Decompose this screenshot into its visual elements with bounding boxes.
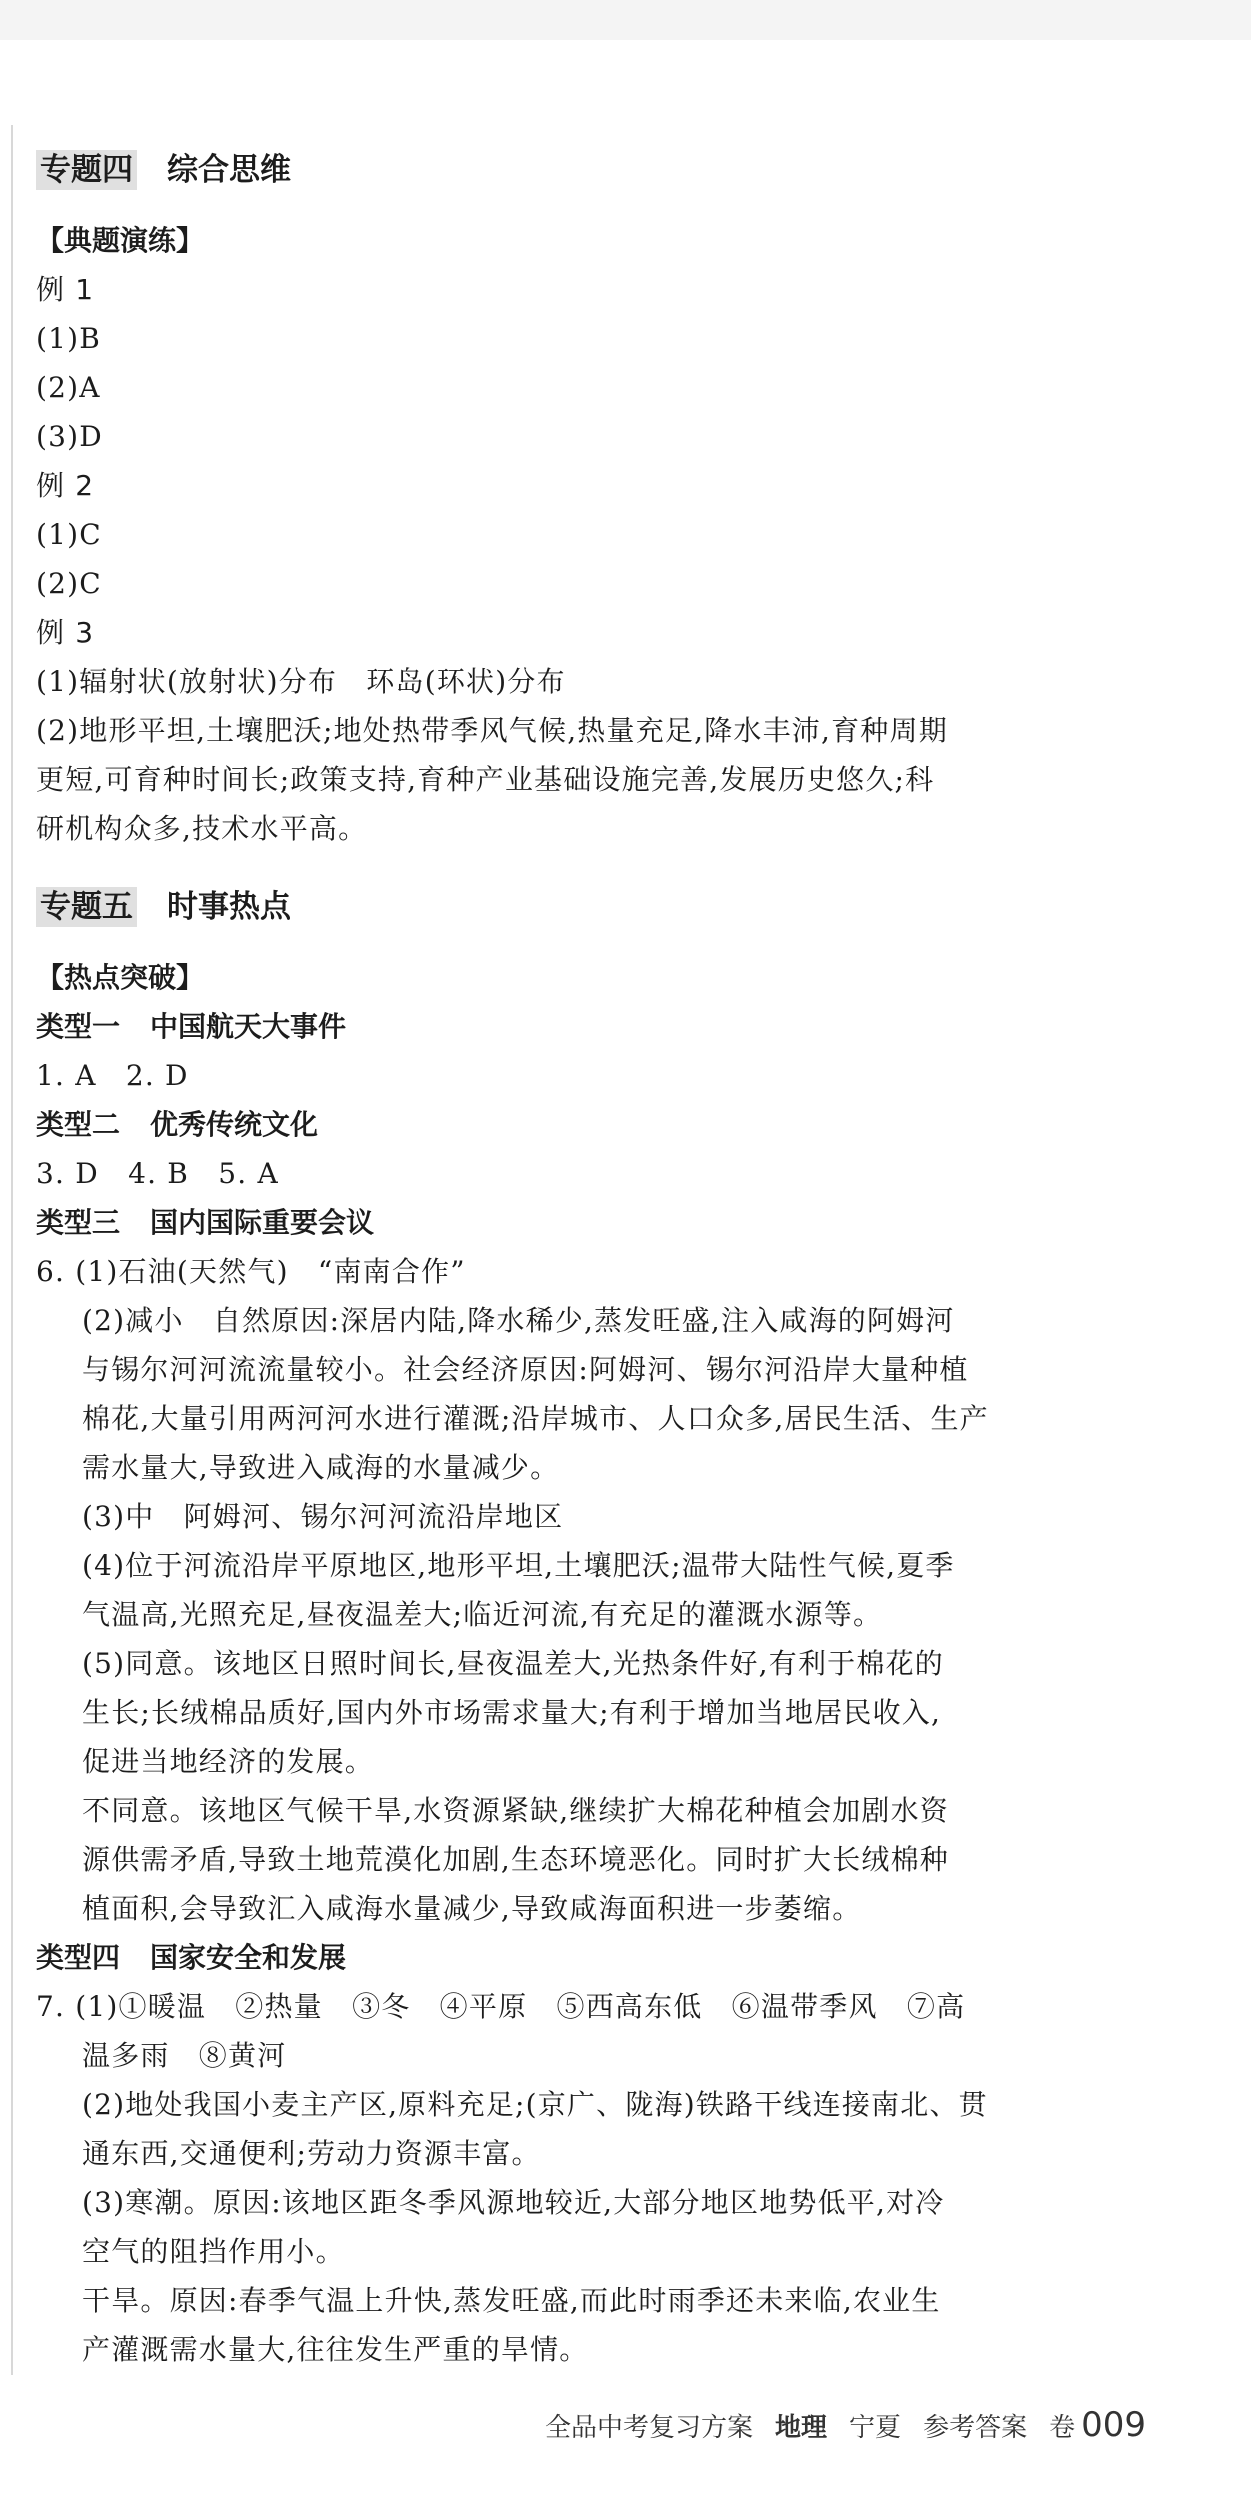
margin-rule (11, 125, 13, 2375)
type-heading (36, 1100, 1211, 1149)
answer-line: 生长;长绒棉品质好,国内外市场需求量大;有利于增加当地居民收入, (82, 1696, 942, 1729)
section-heading (36, 146, 1211, 194)
section-heading (36, 883, 1211, 931)
answer-line: 空气的阻挡作用小。 (82, 2235, 345, 2268)
answer-line: (1)辐射状(放射状)分布 环岛(环状)分布 (36, 665, 566, 698)
answer-line: 例 2 (36, 469, 95, 502)
answer-line: 与锡尔河河流流量较小。社会经济原因:阿姆河、锡尔河沿岸大量种植 (82, 1353, 969, 1386)
answer-line: (5)同意。该地区日照时间长,昼夜温差大,光热条件好,有利于棉花的 (82, 1647, 944, 1680)
answer-line: (3)寒潮。原因:该地区距冬季风源地较近,大部分地区地势低平,对冷 (82, 2186, 945, 2219)
answer-line: (3)中 阿姆河、锡尔河河流沿岸地区 (82, 1500, 564, 1533)
content (36, 146, 1211, 2374)
answer-line: 需水量大,导致进入咸海的水量减少。 (82, 1451, 560, 1484)
answer-line: (2)C (36, 567, 102, 600)
answer-line: 通东西,交通便利;劳动力资源丰富。 (82, 2137, 541, 2170)
answer-line: 例 3 (36, 616, 95, 649)
section-title: 综合思维 (167, 152, 291, 188)
section-tag: 专题四 (36, 150, 137, 190)
answer-line: 例 1 (36, 273, 95, 306)
type-label: 类型一 (36, 1010, 121, 1043)
answer-line: 3. D 4. B 5. A (36, 1157, 279, 1190)
answer-line: 促进当地经济的发展。 (82, 1745, 375, 1778)
answer-line: 不同意。该地区气候干旱,水资源紧缺,继续扩大棉花种植会加剧水资 (82, 1794, 950, 1827)
answer-line: 研机构众多,技术水平高。 (36, 812, 368, 845)
type-heading (36, 1002, 1211, 1051)
answer-line: 6. (1)石油(天然气) “南南合作” (36, 1255, 466, 1288)
type-title: 优秀传统文化 (150, 1108, 319, 1141)
type-title: 国内国际重要会议 (150, 1206, 375, 1239)
answer-line: 植面积,会导致汇入咸海水量减少,导致咸海面积进一步萎缩。 (82, 1892, 862, 1925)
answer-line: 干旱。原因:春季气温上升快,蒸发旺盛,而此时雨季还未来临,农业生 (82, 2284, 941, 2317)
subheading: 【典题演练】 (36, 224, 205, 257)
page-number: 009 (1081, 2405, 1146, 2445)
answer-line: (2)A (36, 371, 101, 404)
footer-series: 全品中考复习方案 (545, 2413, 754, 2443)
answer-line: 1. A 2. D (36, 1059, 189, 1092)
answer-line: (2)地处我国小麦主产区,原料充足;(京广、陇海)铁路干线连接南北、贯 (82, 2088, 988, 2121)
answer-line: 更短,可育种时间长;政策支持,育种产业基础设施完善,发展历史悠久;科 (36, 763, 935, 796)
answer-line: 产灌溉需水量大,往往发生严重的旱情。 (82, 2333, 589, 2366)
section-tag: 专题五 (36, 887, 137, 927)
answer-line: (1)C (36, 518, 102, 551)
answer-line: (3)D (36, 420, 103, 453)
type-title: 中国航天大事件 (150, 1010, 347, 1043)
type-title: 国家安全和发展 (150, 1941, 347, 1974)
answer-line: (2)减小 自然原因:深居内陆,降水稀少,蒸发旺盛,注入咸海的阿姆河 (82, 1304, 955, 1337)
footer-subject: 地理 (775, 2413, 828, 2443)
answer-line: 棉花,大量引用两河河水进行灌溉;沿岸城市、人口众多,居民生活、生产 (82, 1402, 989, 1435)
footer-answers: 参考答案 (923, 2413, 1028, 2443)
answer-line: 温多雨 ⑧黄河 (82, 2039, 287, 2072)
type-heading (36, 1198, 1211, 1247)
answer-line: 气温高,光照充足,昼夜温差大;临近河流,有充足的灌溉水源等。 (82, 1598, 883, 1631)
type-label: 类型二 (36, 1108, 121, 1141)
answer-line: (1)B (36, 322, 102, 355)
subheading: 【热点突破】 (36, 961, 205, 994)
footer-volume: 卷 (1049, 2413, 1076, 2443)
answer-line: 7. (1)①暖温 ②热量 ③冬 ④平原 ⑤西高东低 ⑥温带季风 ⑦高 (36, 1990, 966, 2023)
type-heading (36, 1933, 1211, 1982)
answer-line: (2)地形平坦,土壤肥沃;地处热带季风气候,热量充足,降水丰沛,育种周期 (36, 714, 948, 747)
top-band (0, 0, 1251, 40)
type-label: 类型四 (36, 1941, 121, 1974)
type-label: 类型三 (36, 1206, 121, 1239)
page-footer (523, 2405, 1146, 2445)
section-title: 时事热点 (167, 889, 291, 925)
answer-line: (4)位于河流沿岸平原地区,地形平坦,土壤肥沃;温带大陆性气候,夏季 (82, 1549, 955, 1582)
footer-region: 宁夏 (849, 2413, 902, 2443)
answer-line: 源供需矛盾,导致土地荒漠化加剧,生态环境恶化。同时扩大长绒棉种 (82, 1843, 950, 1876)
